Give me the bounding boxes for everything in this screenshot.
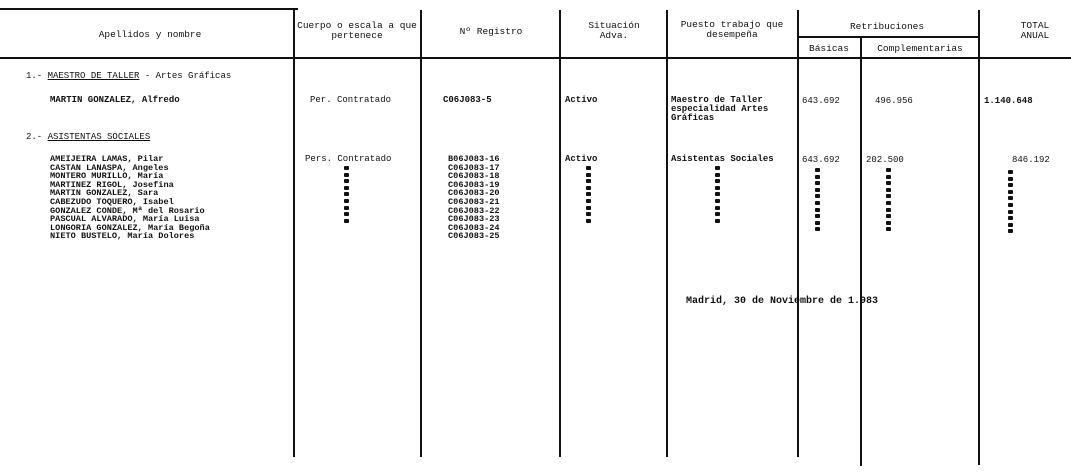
list-item: MARTINEZ RIGOL, Josefina (50, 179, 174, 190)
section2-title (26, 133, 150, 142)
ditto-mark (715, 192, 720, 196)
ditto-mark (344, 212, 349, 216)
ditto-mark (586, 166, 591, 170)
list-item: C06J083-23 (448, 214, 500, 225)
ditto-mark (1008, 210, 1013, 214)
ditto-mark (586, 179, 591, 183)
list-item: C06J083-21 (448, 196, 500, 207)
section1-name: MARTIN GONZALEZ, Alfredo (50, 95, 180, 105)
section2-situacion-ditto (586, 164, 591, 225)
section2-cuerpo-ditto (344, 164, 349, 225)
section1-title-text: MAESTRO DE TALLER (47, 71, 140, 81)
ditto-mark (344, 186, 349, 190)
section2-names-list (50, 155, 210, 241)
ditto-mark (815, 227, 820, 231)
header-top-rule-left (0, 8, 298, 10)
section1-registro: C06J083-5 (443, 95, 492, 105)
section1-title-suffix: - Artes Gráficas (139, 71, 232, 81)
list-item: C06J083-17 (448, 162, 500, 173)
list-item: GONZALEZ CONDE, Mª del Rosario (50, 205, 205, 216)
ditto-mark (886, 201, 891, 205)
ditto-mark (815, 175, 820, 179)
ditto-mark (886, 214, 891, 218)
ditto-mark (1008, 190, 1013, 194)
ditto-mark (886, 188, 891, 192)
header-total: TOTAL ANUAL (1020, 20, 1050, 41)
ditto-mark (886, 227, 891, 231)
list-item: PASCUAL ALVARADO, María Luisa (50, 214, 200, 225)
ditto-mark (886, 181, 891, 185)
section2-cuerpo: Pers. Contratado (305, 154, 392, 164)
list-item: CASTAN LANASPA, Angeles (50, 162, 169, 173)
section1-number: 1.- (26, 71, 48, 81)
ditto-mark (1008, 203, 1013, 207)
header-complementarias: Complementarias (877, 43, 963, 54)
list-item: C06J083-18 (448, 171, 500, 182)
list-item: MARTIN GONZALEZ, Sara (50, 188, 159, 199)
section2-total: 846.192 (1012, 155, 1050, 165)
header-bottom-rule (0, 57, 1071, 59)
list-item: C06J083-20 (448, 188, 500, 199)
ditto-mark (815, 208, 820, 212)
list-item: C06J083-22 (448, 205, 500, 216)
ditto-mark (586, 173, 591, 177)
section1-total: 1.140.648 (984, 96, 1033, 106)
place-date: Madrid, 30 de Noviembre de 1.983 (686, 296, 879, 307)
ditto-mark (586, 186, 591, 190)
ditto-mark (344, 219, 349, 223)
ditto-mark (815, 214, 820, 218)
ditto-mark (815, 194, 820, 198)
section1-situacion: Activo (565, 95, 598, 105)
section2-registros-list (448, 155, 500, 241)
ditto-mark (344, 199, 349, 203)
ditto-mark (715, 173, 720, 177)
header-basicas: Básicas (809, 43, 849, 54)
retribuciones-split-rule (797, 36, 979, 38)
section2-basicas: 643.692 (802, 155, 840, 165)
header-retribuciones: Retribuciones (849, 21, 925, 32)
list-item: C06J083-19 (448, 179, 500, 190)
section2-basicas-ditto (815, 166, 820, 234)
header-situacion: Situación Adva. (588, 20, 640, 41)
ditto-mark (344, 166, 349, 170)
list-item: B06J083-16 (448, 154, 500, 164)
ditto-mark (344, 192, 349, 196)
ditto-mark (586, 192, 591, 196)
ditto-mark (886, 175, 891, 179)
column-divider-5 (797, 10, 799, 457)
column-divider-2 (420, 10, 422, 457)
ditto-mark (1008, 177, 1013, 181)
section1-complementarias: 496.956 (875, 96, 913, 106)
ditto-mark (344, 179, 349, 183)
ditto-mark (886, 208, 891, 212)
ditto-mark (815, 181, 820, 185)
column-divider-3 (559, 10, 561, 457)
list-item: AMEIJEIRA LAMAS, Pilar (50, 154, 164, 164)
ditto-mark (886, 221, 891, 225)
list-item: C06J083-24 (448, 222, 500, 233)
column-divider-4 (666, 10, 668, 457)
ditto-mark (886, 168, 891, 172)
section2-total-ditto (1008, 168, 1013, 236)
header-cuerpo: Cuerpo o escala a que pertenece (297, 20, 417, 41)
header-registro: Nº Registro (459, 26, 523, 37)
list-item: MONTERO MURILLO, María (50, 171, 164, 182)
header-apellidos: Apellidos y nombre (98, 29, 202, 40)
list-item: C06J083-25 (448, 231, 500, 242)
ditto-mark (1008, 223, 1013, 227)
section2-puesto-ditto (715, 164, 720, 225)
list-item: NIETO BUSTELO, María Dolores (50, 231, 195, 242)
ditto-mark (1008, 196, 1013, 200)
section2-title-text: ASISTENTAS SOCIALES (47, 132, 151, 142)
ditto-mark (1008, 170, 1013, 174)
ditto-mark (815, 188, 820, 192)
header-puesto: Puesto trabajo que desempeña (680, 19, 784, 40)
list-item: CABEZUDO TOQUERO, Isabel (50, 196, 174, 207)
ditto-mark (1008, 183, 1013, 187)
ditto-mark (715, 166, 720, 170)
section1-cuerpo: Per. Contratado (310, 95, 392, 105)
ditto-mark (715, 219, 720, 223)
ditto-mark (344, 173, 349, 177)
ditto-mark (815, 201, 820, 205)
column-divider-6 (860, 36, 862, 466)
section2-situacion: Activo (565, 154, 598, 164)
ditto-mark (886, 194, 891, 198)
ditto-mark (815, 168, 820, 172)
section1-puesto-line3: Gráficas (671, 113, 715, 123)
ditto-mark (1008, 229, 1013, 233)
ditto-mark (344, 206, 349, 210)
ditto-mark (586, 219, 591, 223)
ditto-mark (815, 221, 820, 225)
section2-complementarias-ditto (886, 166, 891, 234)
ditto-mark (715, 212, 720, 216)
ditto-mark (586, 206, 591, 210)
ditto-mark (586, 199, 591, 203)
section1-puesto-line1: Maestro de Taller (671, 95, 763, 105)
section1-title (26, 72, 231, 81)
ditto-mark (715, 186, 720, 190)
section2-puesto: Asistentas Sociales (671, 154, 774, 164)
list-item: LONGORIA GONZALEZ, María Begoña (50, 222, 210, 233)
section2-complementarias: 202.500 (866, 155, 904, 165)
ditto-mark (715, 179, 720, 183)
section2-number: 2.- (26, 132, 48, 142)
section1-basicas: 643.692 (802, 96, 840, 106)
column-divider-7 (978, 10, 980, 465)
ditto-mark (715, 199, 720, 203)
column-divider-1 (293, 10, 295, 457)
ditto-mark (715, 206, 720, 210)
ditto-mark (1008, 216, 1013, 220)
ditto-mark (586, 212, 591, 216)
section1-puesto-line2: especialidad Artes (671, 104, 769, 114)
